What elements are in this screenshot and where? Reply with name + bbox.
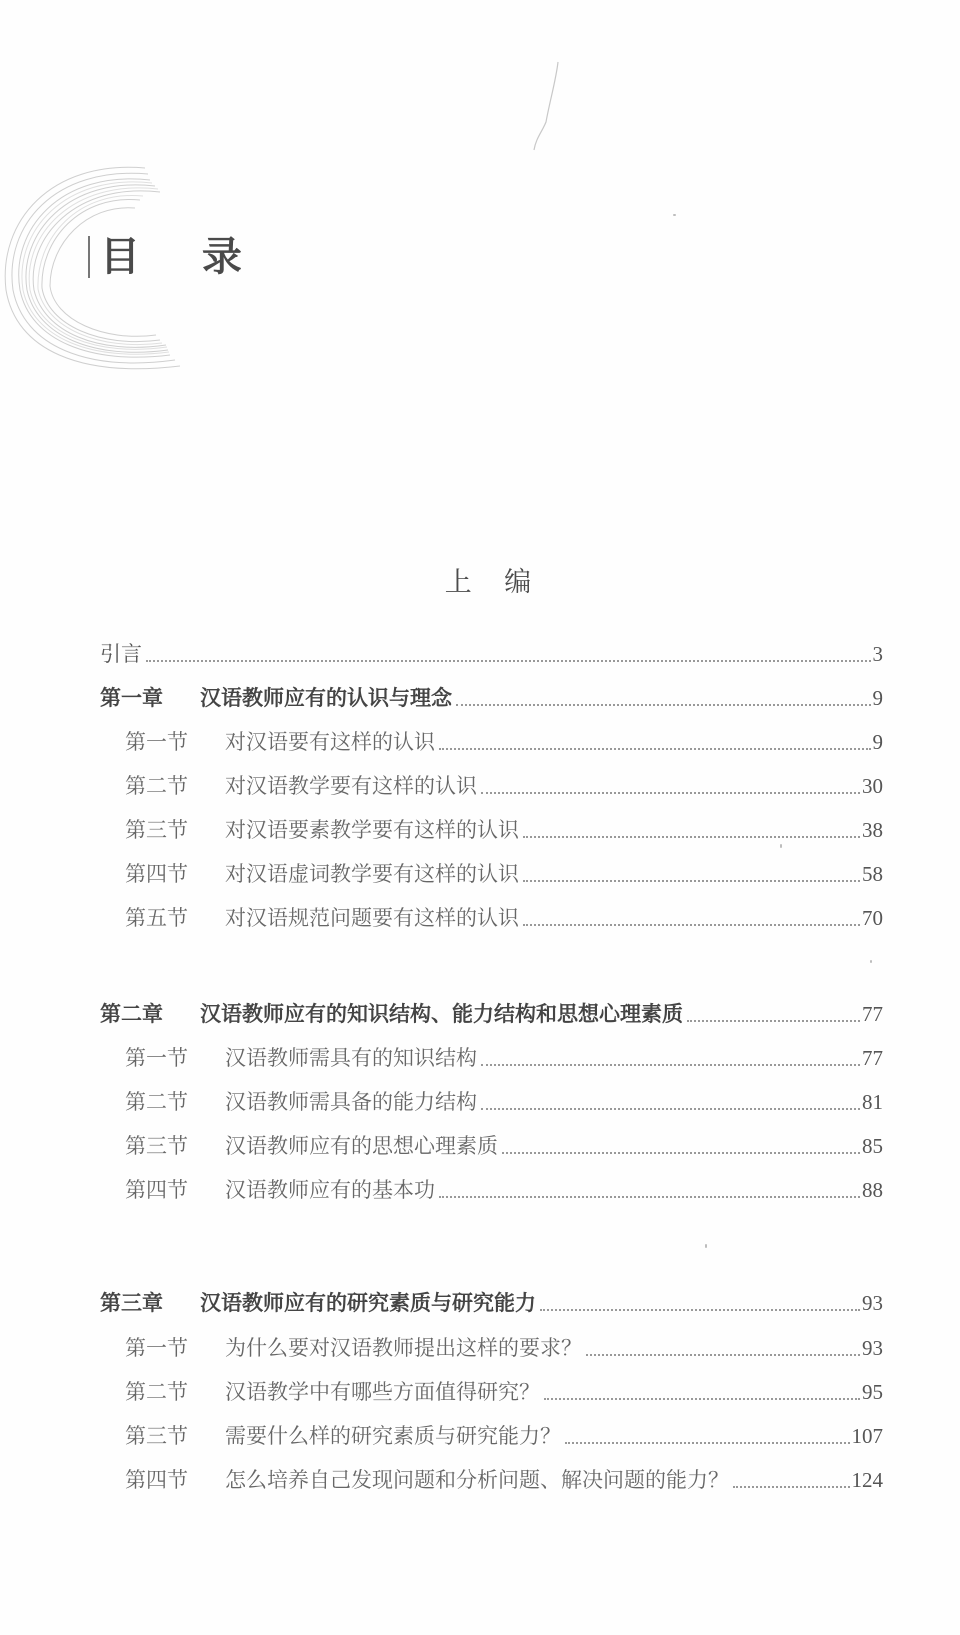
toc-section-3-4[interactable] [125,1462,883,1494]
section-title: 为什么要对汉语教师提出这样的要求？ [225,1336,582,1360]
page-number: 30 [862,774,883,798]
section-label: 第一节 [125,1336,188,1360]
dot-leader [523,836,860,838]
toc-section-2-3[interactable] [125,1128,883,1160]
dot-leader [540,1309,860,1311]
toc-section-1-1[interactable] [125,724,883,756]
toc-section-1-4[interactable] [125,856,883,888]
page-title-text: 目 录 [100,234,266,280]
toc-section-1-5[interactable] [125,900,883,932]
section-title: 对汉语虚词教学要有这样的认识 [225,862,519,886]
dot-leader [456,704,871,706]
page-number: 85 [862,1134,883,1158]
page-number: 3 [872,642,883,666]
section-label: 第一节 [125,1046,188,1070]
section-title: 汉语教学中有哪些方面值得研究？ [225,1380,540,1404]
dot-leader [565,1442,850,1444]
section-title: 需要什么样的研究素质与研究能力？ [225,1424,561,1448]
entry-title: 引言 [100,642,142,666]
section-title: 对汉语要素教学要有这样的认识 [225,818,519,842]
toc-section-1-2[interactable] [125,768,883,800]
dot-leader [481,1064,860,1066]
scan-speck [705,1244,707,1248]
section-label: 第三节 [125,1134,188,1158]
dot-leader [733,1486,850,1488]
section-title: 汉语教师应有的思想心理素质 [225,1134,498,1158]
page-number: 88 [862,1178,883,1202]
scratch-mark-decoration [520,50,580,170]
dot-leader [439,748,871,750]
toc-section-1-3[interactable] [125,812,883,844]
toc-entry-intro[interactable] [100,636,883,668]
section-title: 对汉语要有这样的认识 [225,730,435,754]
section-label: 第一节 [125,730,188,754]
toc-section-3-2[interactable] [125,1374,883,1406]
page-number: 9 [872,686,883,710]
dot-leader [481,792,860,794]
section-label: 第二节 [125,1380,188,1404]
dot-leader [146,660,871,662]
page-number: 93 [862,1291,883,1315]
chapter-title: 汉语教师应有的知识结构、能力结构和思想心理素质 [200,1001,683,1026]
section-title: 对汉语规范问题要有这样的认识 [225,906,519,930]
page-number: 107 [851,1424,883,1448]
title-bar-decoration [88,236,90,278]
dot-leader [481,1108,860,1110]
toc-chapter-1[interactable] [100,680,883,712]
toc-section-2-1[interactable] [125,1040,883,1072]
page-number: 77 [862,1046,883,1070]
toc-chapter-2[interactable] [100,996,883,1028]
section-title: 汉语教师需具备的能力结构 [225,1090,477,1114]
section-title: 汉语教师应有的基本功 [225,1178,435,1202]
section-label: 第四节 [125,1468,188,1492]
section-label: 第二节 [125,1090,188,1114]
scan-speck [780,844,782,848]
dot-leader [439,1196,860,1198]
page-number: 81 [862,1090,883,1114]
section-title: 汉语教师需具有的知识结构 [225,1046,477,1070]
section-label: 第三节 [125,818,188,842]
chapter-label: 第二章 [100,1001,163,1026]
toc-section-2-4[interactable] [125,1172,883,1204]
toc-chapter-3[interactable] [100,1285,883,1317]
page-number: 93 [862,1336,883,1360]
dot-leader [523,924,860,926]
chapter-title: 汉语教师应有的研究素质与研究能力 [200,1290,536,1315]
page-number: 58 [862,862,883,886]
page-number: 38 [862,818,883,842]
page-number: 70 [862,906,883,930]
part-title: 上 编 [444,567,544,598]
toc-section-2-2[interactable] [125,1084,883,1116]
section-label: 第四节 [125,862,188,886]
chapter-label: 第三章 [100,1290,163,1315]
chapter-label: 第一章 [100,685,163,710]
section-label: 第五节 [125,906,188,930]
dot-leader [687,1020,860,1022]
dot-leader [586,1354,860,1356]
chapter-title: 汉语教师应有的认识与理念 [200,685,452,710]
section-label: 第二节 [125,774,188,798]
page-title [88,236,266,278]
section-label: 第四节 [125,1178,188,1202]
section-title: 对汉语教学要有这样的认识 [225,774,477,798]
scan-speck [870,960,872,963]
section-label: 第三节 [125,1424,188,1448]
page-number: 124 [851,1468,883,1492]
page-number: 77 [862,1002,883,1026]
dot-leader [523,880,860,882]
page-number: 95 [862,1380,883,1404]
dot-leader [502,1152,860,1154]
toc-section-3-1[interactable] [125,1330,883,1362]
page-number: 9 [872,730,883,754]
toc-section-3-3[interactable] [125,1418,883,1450]
dot-leader [544,1398,860,1400]
scan-speck [673,214,676,216]
section-title: 怎么培养自己发现问题和分析问题、解决问题的能力？ [225,1468,729,1492]
